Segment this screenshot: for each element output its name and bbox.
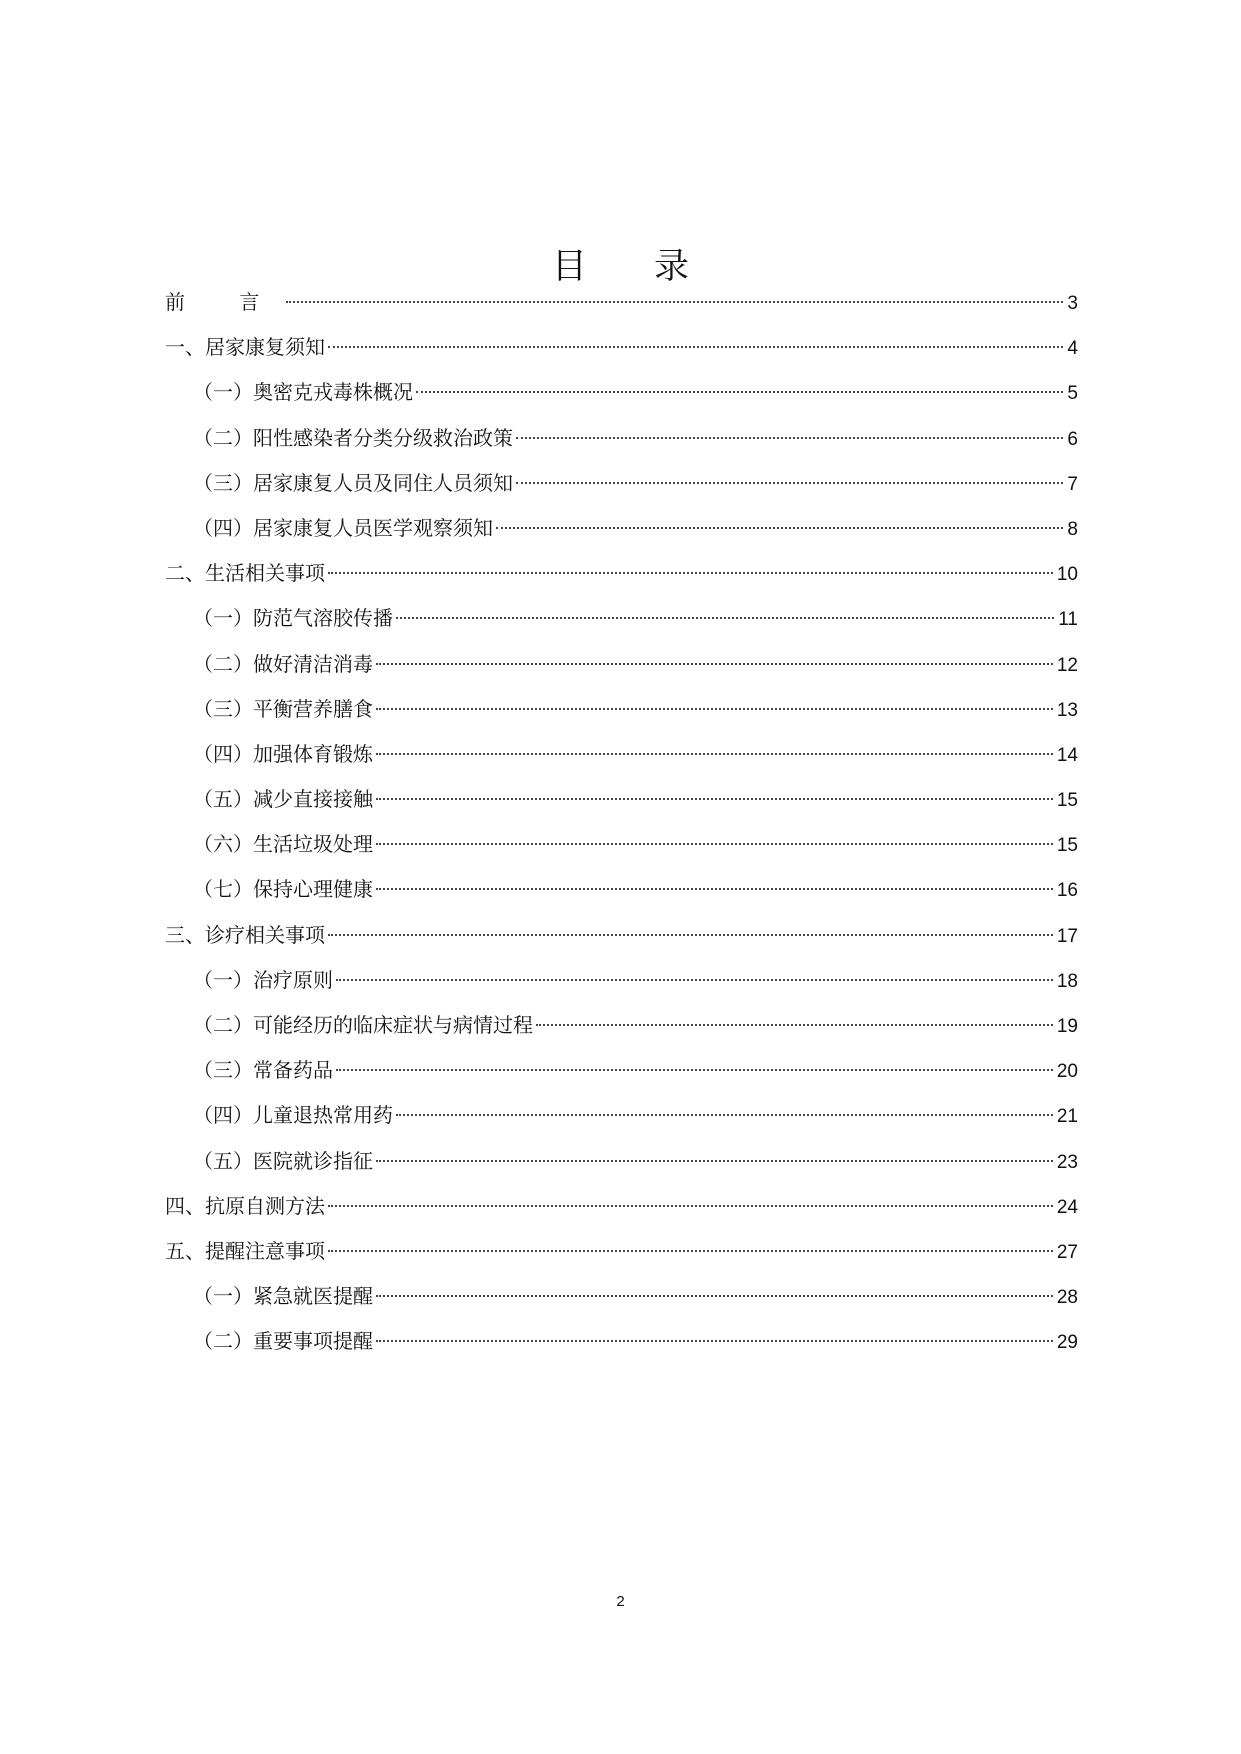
toc-entry-text: （三）居家康复人员及同住人员须知	[193, 470, 513, 495]
dot-leader	[376, 888, 1053, 890]
dot-leader	[328, 1250, 1053, 1252]
toc-entry[interactable]	[165, 958, 1078, 1003]
toc-entry[interactable]	[165, 1184, 1078, 1229]
toc-entry[interactable]	[165, 551, 1078, 596]
toc-entry-page: 17	[1056, 925, 1078, 947]
dot-leader	[376, 663, 1053, 665]
toc-entry-text: （二）阳性感染者分类分级救治政策	[193, 425, 513, 450]
toc-entry[interactable]	[165, 867, 1078, 912]
dot-leader	[336, 979, 1053, 981]
toc-entry-page: 27	[1056, 1241, 1078, 1263]
toc-entry-text: （一）紧急就医提醒	[193, 1284, 373, 1309]
toc-entry[interactable]	[165, 642, 1078, 687]
toc-entry-text: （五）减少直接接触	[193, 787, 373, 812]
toc-entry-page: 14	[1056, 744, 1078, 766]
toc-entry-page: 24	[1056, 1196, 1078, 1218]
toc-entry[interactable]	[165, 732, 1078, 777]
dot-leader	[328, 934, 1053, 936]
dot-leader	[286, 301, 1063, 303]
toc-entry-text: 三、诊疗相关事项	[165, 922, 325, 947]
page-number: 2	[616, 1593, 625, 1610]
toc-entry-text: （七）保持心理健康	[193, 877, 373, 902]
toc-entry[interactable]	[165, 913, 1078, 958]
toc-entry-page: 15	[1056, 790, 1078, 812]
toc-entry-text: （二）做好清洁消毒	[193, 651, 373, 676]
toc-entry-text: 一、居家康复须知	[165, 335, 325, 360]
toc-entry[interactable]	[165, 461, 1078, 506]
toc-entry-text: （三）常备药品	[193, 1058, 333, 1083]
toc-entry[interactable]	[165, 325, 1078, 370]
toc-entry-page: 29	[1056, 1332, 1078, 1354]
toc-entry[interactable]	[165, 822, 1078, 867]
toc-entry-page: 28	[1056, 1287, 1078, 1309]
toc-entry-page: 3	[1067, 293, 1078, 314]
dot-leader	[496, 527, 1063, 529]
toc-entry[interactable]	[165, 596, 1078, 641]
toc-entry[interactable]	[165, 1139, 1078, 1184]
toc-entry-page: 13	[1056, 699, 1078, 721]
toc-entry-page: 20	[1056, 1061, 1078, 1083]
toc-entry-page: 10	[1056, 564, 1078, 586]
dot-leader	[376, 798, 1053, 800]
toc-entry-page: 7	[1067, 473, 1078, 495]
dot-leader	[328, 572, 1053, 574]
toc-entry-text: 二、生活相关事项	[165, 561, 325, 586]
toc-entry-text: （三）平衡营养膳食	[193, 696, 373, 721]
table-of-contents	[165, 280, 1078, 1365]
toc-entry[interactable]	[165, 1229, 1078, 1274]
dot-leader	[516, 437, 1063, 439]
dot-leader	[376, 1340, 1053, 1342]
dot-leader	[376, 1295, 1053, 1297]
toc-entry-page: 15	[1056, 835, 1078, 857]
toc-entry-text: （二）可能经历的临床症状与病情过程	[193, 1013, 533, 1037]
toc-entry-text: （一）防范气溶胶传播	[193, 606, 393, 631]
toc-entry-page: 19	[1056, 1016, 1078, 1037]
toc-entry[interactable]	[165, 1319, 1078, 1364]
toc-entry[interactable]	[165, 280, 1078, 325]
toc-entry-text: （二）重要事项提醒	[193, 1329, 373, 1354]
toc-entry-page: 16	[1056, 880, 1078, 902]
toc-entry-page: 6	[1067, 428, 1078, 450]
dot-leader	[376, 843, 1053, 845]
toc-title: 目 录	[551, 247, 718, 288]
toc-entry[interactable]	[165, 777, 1078, 822]
dot-leader	[376, 708, 1053, 710]
toc-entry[interactable]	[165, 370, 1078, 415]
dot-leader	[328, 346, 1063, 348]
toc-entry-text: （一）奥密克戎毒株概况	[193, 380, 413, 405]
toc-entry-page: 4	[1067, 338, 1078, 360]
toc-entry[interactable]	[165, 687, 1078, 732]
toc-entry[interactable]	[165, 1003, 1078, 1048]
toc-entry-text: （四）儿童退热常用药	[193, 1103, 393, 1128]
dot-leader	[536, 1024, 1053, 1026]
toc-entry[interactable]	[165, 416, 1078, 461]
dot-leader	[376, 1160, 1053, 1162]
toc-entry-page: 23	[1056, 1151, 1078, 1173]
toc-entry-text: （一）治疗原则	[193, 967, 333, 992]
dot-leader	[396, 617, 1054, 619]
toc-entry-text: （六）生活垃圾处理	[193, 832, 373, 857]
toc-entry-page: 21	[1056, 1106, 1078, 1128]
dot-leader	[396, 1114, 1053, 1116]
toc-entry-page: 12	[1056, 654, 1078, 676]
toc-entry-page: 8	[1067, 518, 1078, 540]
dot-leader	[516, 482, 1063, 484]
dot-leader	[376, 753, 1053, 755]
toc-entry-text: （四）加强体育锻炼	[193, 741, 373, 766]
toc-entry-text: （五）医院就诊指征	[193, 1148, 373, 1173]
toc-entry-page: 5	[1067, 383, 1078, 405]
toc-entry-text: （四）居家康复人员医学观察须知	[193, 515, 493, 540]
toc-entry[interactable]	[165, 1274, 1078, 1319]
toc-entry-text: 前 言	[165, 290, 284, 314]
toc-entry[interactable]	[165, 1093, 1078, 1138]
toc-entry[interactable]	[165, 506, 1078, 551]
toc-entry-page: 11	[1058, 609, 1078, 631]
toc-entry-text: 四、抗原自测方法	[165, 1193, 325, 1218]
toc-entry-text: 五、提醒注意事项	[165, 1238, 325, 1263]
toc-entry-page: 18	[1056, 970, 1078, 992]
dot-leader	[336, 1069, 1053, 1071]
dot-leader	[328, 1205, 1053, 1207]
dot-leader	[416, 391, 1063, 393]
toc-entry[interactable]	[165, 1048, 1078, 1093]
